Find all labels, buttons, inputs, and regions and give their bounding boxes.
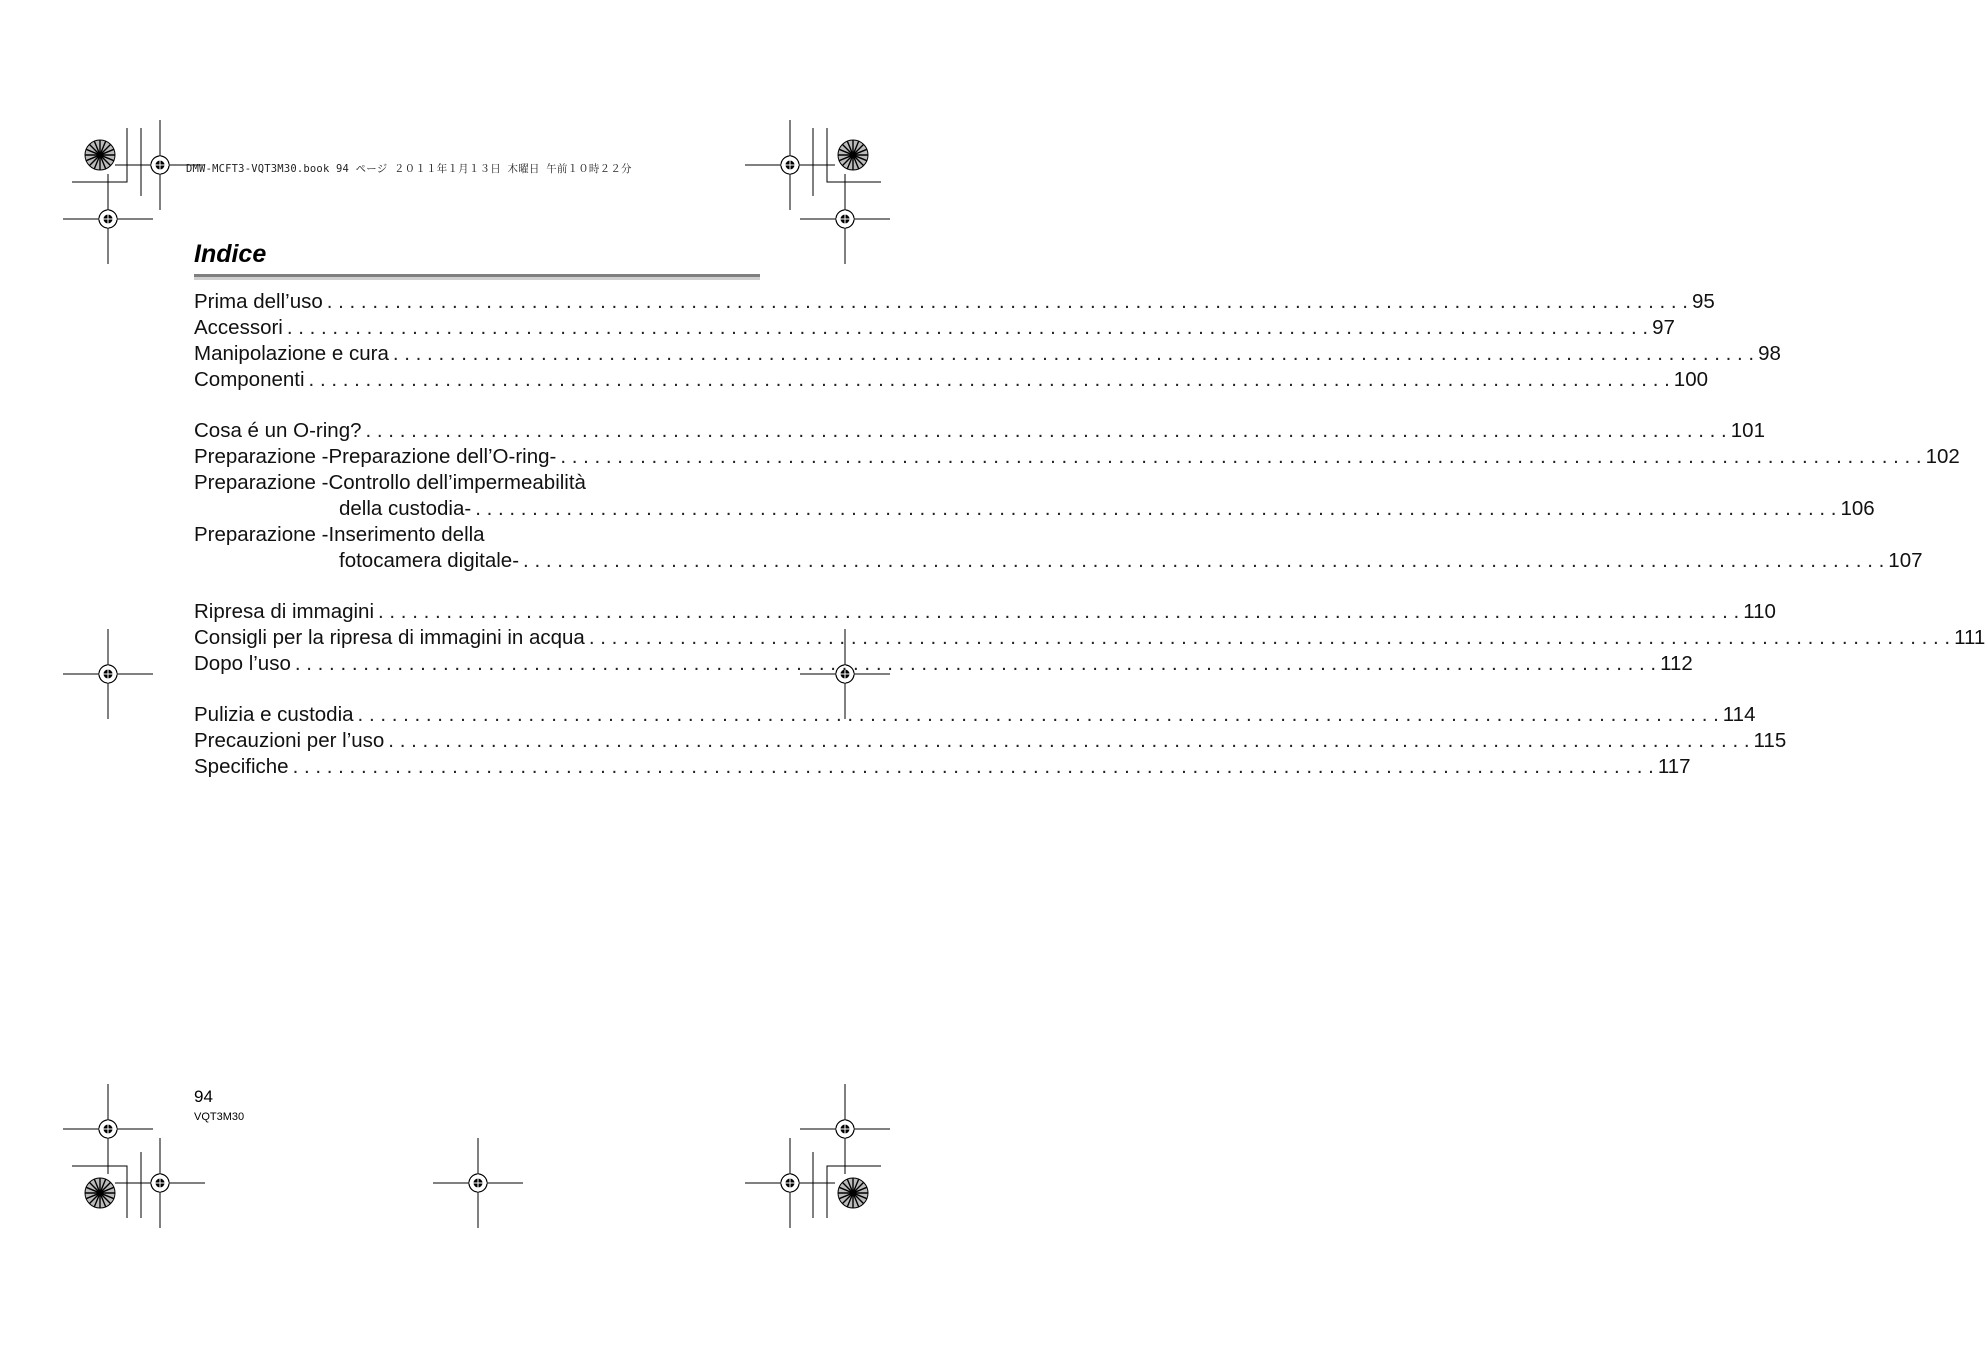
toc-page: 95 — [1692, 290, 1715, 313]
toc-label-line2: della custodia- — [339, 497, 472, 520]
toc-page: 98 — [1758, 342, 1781, 365]
leader-dots: . . . . . . . . . . . . . . . . . . . . . . . . . . . . . . . . . . . . . . . . . . . . . . . . . . . . . . . . . . . . . . . . . . . . . . . . . . . . . . . . . . . . . . . . . . . . . . . . . . . . . . . . . . . . . . . . . . . . . . . . — [365, 419, 1727, 442]
toc-label: Precauzioni per l’uso — [194, 729, 385, 752]
leader-dots: . . . . . . . . . . . . . . . . . . . . . . . . . . . . . . . . . . . . . . . . . . . . . . . . . . . . . . . . . . . . . . . . . . . . . . . . . . . . . . . . . . . . . . . . . . . . . . . . . . . . . . . . . . . . . . . . . . . . . . . . — [560, 445, 1922, 468]
leader-dots: . . . . . . . . . . . . . . . . . . . . . . . . . . . . . . . . . . . . . . . . . . . . . . . . . . . . . . . . . . . . . . . . . . . . . . . . . . . . . . . . . . . . . . . . . . . . . . . . . . . . . . . . . . . . . . . . . . . . . . . . — [588, 626, 1951, 649]
leader-dots: . . . . . . . . . . . . . . . . . . . . . . . . . . . . . . . . . . . . . . . . . . . . . . . . . . . . . . . . . . . . . . . . . . . . . . . . . . . . . . . . . . . . . . . . . . . . . . . . . . . . . . . . . . . . . . . . . . . . . . . . — [523, 549, 1885, 572]
toc-page: 115 — [1753, 729, 1787, 752]
toc-entry[interactable] — [194, 444, 1960, 470]
toc-label: Manipolazione e cura — [194, 342, 389, 365]
toc-entry[interactable] — [194, 418, 1765, 444]
toc-page: 102 — [1925, 445, 1960, 468]
page-title: Indice — [194, 240, 267, 268]
title-rule-light — [194, 277, 760, 280]
toc-page: 100 — [1673, 368, 1709, 391]
toc-entry[interactable] — [194, 315, 1675, 341]
leader-dots: . . . . . . . . . . . . . . . . . . . . . . . . . . . . . . . . . . . . . . . . . . . . . . . . . . . . . . . . . . . . . . . . . . . . . . . . . . . . . . . . . . . . . . . . . . . . . . . . . . . . . . . . . . . . . . . . . . . . . . . . — [294, 652, 1657, 675]
toc-entry[interactable] — [194, 599, 1776, 625]
toc-label: Specifiche — [194, 755, 289, 778]
leader-dots: . . . . . . . . . . . . . . . . . . . . . . . . . . . . . . . . . . . . . . . . . . . . . . . . . . . . . . . . . . . . . . . . . . . . . . . . . . . . . . . . . . . . . . . . . . . . . . . . . . . . . . . . . . . . . . . . . . . . . . . . — [326, 290, 1688, 313]
toc-label: Componenti — [194, 368, 305, 391]
leader-dots: . . . . . . . . . . . . . . . . . . . . . . . . . . . . . . . . . . . . . . . . . . . . . . . . . . . . . . . . . . . . . . . . . . . . . . . . . . . . . . . . . . . . . . . . . . . . . . . . . . . . . . . . . . . . . . . . . . . . . . . . — [292, 755, 1654, 778]
toc-label: Accessori — [194, 316, 283, 339]
leader-dots: . . . . . . . . . . . . . . . . . . . . . . . . . . . . . . . . . . . . . . . . . . . . . . . . . . . . . . . . . . . . . . . . . . . . . . . . . . . . . . . . . . . . . . . . . . . . . . . . . . . . . . . . . . . . . . . . . . . . . . . . — [388, 729, 1750, 752]
toc-entry[interactable] — [194, 754, 1691, 780]
leader-dots: . . . . . . . . . . . . . . . . . . . . . . . . . . . . . . . . . . . . . . . . . . . . . . . . . . . . . . . . . . . . . . . . . . . . . . . . . . . . . . . . . . . . . . . . . . . . . . . . . . . . . . . . . . . . . . . . . . . . . . . . — [475, 497, 1837, 520]
toc-entry[interactable] — [194, 728, 1787, 754]
book-info-header: DMW-MCFT3-VQT3M30.book 94 ページ ２０１１年１月１３日 木曜日 午前１０時２２分 — [186, 163, 632, 175]
toc-label: Prima dell’uso — [194, 290, 323, 313]
toc-label-line1: Preparazione -Inserimento della — [194, 523, 485, 546]
toc-page: 111 — [1954, 626, 1985, 649]
toc-label: Dopo l’uso — [194, 652, 291, 675]
toc-entry-multiline[interactable] — [194, 470, 1875, 522]
toc-label: Consigli per la ripresa di immagini in acqua — [194, 626, 585, 649]
document-code: VQT3M30 — [194, 1111, 245, 1123]
leader-dots: . . . . . . . . . . . . . . . . . . . . . . . . . . . . . . . . . . . . . . . . . . . . . . . . . . . . . . . . . . . . . . . . . . . . . . . . . . . . . . . . . . . . . . . . . . . . . . . . . . . . . . . . . . . . . . . . . . . . . . . . — [392, 342, 1755, 365]
toc-page: 114 — [1722, 703, 1756, 726]
toc-label: Pulizia e custodia — [194, 703, 354, 726]
leader-dots: . . . . . . . . . . . . . . . . . . . . . . . . . . . . . . . . . . . . . . . . . . . . . . . . . . . . . . . . . . . . . . . . . . . . . . . . . . . . . . . . . . . . . . . . . . . . . . . . . . . . . . . . . . . . . . . . . . . . . . . . — [286, 316, 1649, 339]
section-gap — [194, 393, 760, 418]
toc-entry[interactable] — [194, 341, 1781, 367]
toc-page: 110 — [1743, 600, 1776, 623]
section-gap — [194, 677, 760, 702]
page-number: 94 — [194, 1087, 213, 1106]
toc-page: 112 — [1660, 652, 1693, 675]
toc-entry[interactable] — [194, 651, 1693, 677]
toc-page: 106 — [1840, 497, 1875, 520]
toc-entry[interactable] — [194, 625, 1985, 651]
leader-dots: . . . . . . . . . . . . . . . . . . . . . . . . . . . . . . . . . . . . . . . . . . . . . . . . . . . . . . . . . . . . . . . . . . . . . . . . . . . . . . . . . . . . . . . . . . . . . . . . . . . . . . . . . . . . . . . . . . . . . . . . — [308, 368, 1670, 391]
toc-page: 117 — [1657, 755, 1691, 778]
toc-page: 101 — [1730, 419, 1765, 442]
table-of-contents — [194, 289, 1985, 780]
toc-page: 97 — [1652, 316, 1675, 339]
toc-label: Cosa é un O-ring? — [194, 419, 362, 442]
toc-entry-multiline[interactable] — [194, 522, 1923, 574]
toc-entry[interactable] — [194, 367, 1709, 393]
toc-label-line2: fotocamera digitale- — [339, 549, 520, 572]
toc-entry[interactable] — [194, 289, 1715, 315]
toc-page: 107 — [1888, 549, 1923, 572]
section-gap — [194, 574, 760, 599]
toc-label: Ripresa di immagini — [194, 600, 375, 623]
leader-dots: . . . . . . . . . . . . . . . . . . . . . . . . . . . . . . . . . . . . . . . . . . . . . . . . . . . . . . . . . . . . . . . . . . . . . . . . . . . . . . . . . . . . . . . . . . . . . . . . . . . . . . . . . . . . . . . . . . . . . . . . — [357, 703, 1719, 726]
toc-label: Preparazione -Preparazione dell’O-ring- — [194, 445, 557, 468]
toc-entry[interactable] — [194, 702, 1756, 728]
leader-dots: . . . . . . . . . . . . . . . . . . . . . . . . . . . . . . . . . . . . . . . . . . . . . . . . . . . . . . . . . . . . . . . . . . . . . . . . . . . . . . . . . . . . . . . . . . . . . . . . . . . . . . . . . . . . . . . . . . . . . . . . — [378, 600, 1740, 623]
toc-label-line1: Preparazione -Controllo dell’impermeabilità — [194, 471, 586, 494]
